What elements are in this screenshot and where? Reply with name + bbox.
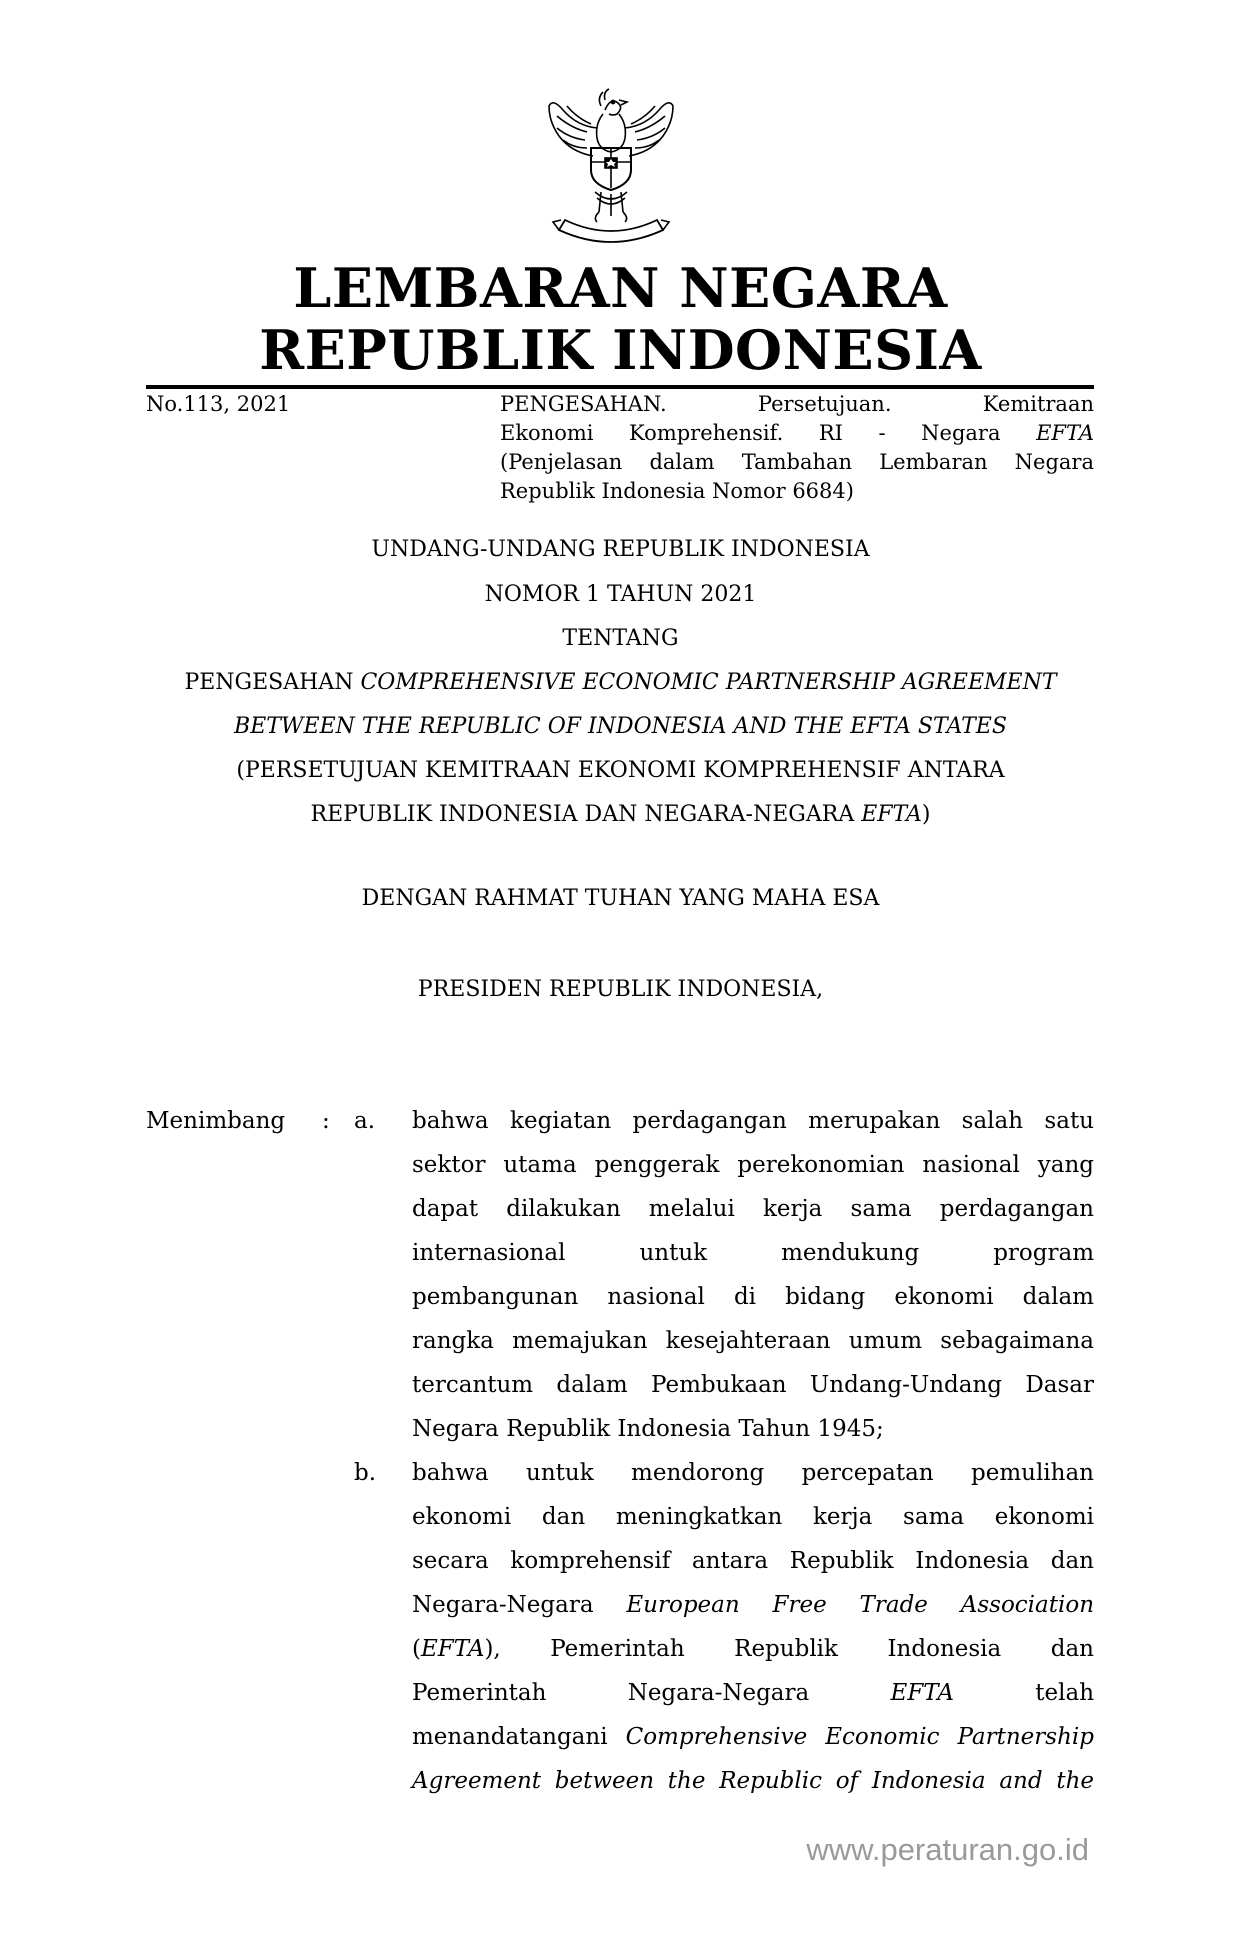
subject-line: PENGESAHAN. Persetujuan. Kemitraan: [500, 392, 1094, 416]
law-title-line: PENGESAHAN COMPREHENSIVE ECONOMIC PARTNERSHIP AGREEMENT: [184, 670, 1057, 695]
item-b-line: (EFTA), Pemerintah Republik Indonesia dan: [412, 1636, 1094, 1662]
issue-number: No.113, 2021: [146, 392, 291, 416]
considering-colon: :: [322, 1108, 330, 1134]
blessing-line: DENGAN RAHMAT TUHAN YANG MAHA ESA: [361, 886, 880, 911]
item-b-marker: b.: [354, 1460, 377, 1486]
masthead-divider: [146, 385, 1094, 389]
law-title-line: (PERSETUJUAN KEMITRAAN EKONOMI KOMPREHENSIF ANTARA: [236, 758, 1005, 783]
item-b-line: secara komprehensif antara Republik Indonesia dan: [412, 1548, 1094, 1574]
president-line: PRESIDEN REPUBLIK INDONESIA,: [417, 977, 824, 1002]
item-b-line: Agreement between the Republic of Indonesia and the: [412, 1768, 1094, 1794]
law-title-line: REPUBLIK INDONESIA DAN NEGARA-NEGARA EFTA): [310, 802, 931, 827]
item-a-marker: a.: [354, 1108, 376, 1134]
item-a-line: rangka memajukan kesejahteraan umum sebagaimana: [412, 1328, 1094, 1354]
item-a-line: pembangunan nasional di bidang ekonomi dalam: [412, 1284, 1094, 1310]
subject-line: Ekonomi Komprehensif. RI - Negara EFTA: [500, 421, 1094, 445]
garuda-emblem-icon: [535, 88, 687, 246]
law-number: NOMOR 1 TAHUN 2021: [484, 582, 757, 607]
law-heading: UNDANG-UNDANG REPUBLIK INDONESIA: [371, 537, 870, 562]
item-b-line: menandatangani Comprehensive Economic Partnership: [412, 1724, 1094, 1750]
subject-line: (Penjelasan dalam Tambahan Lembaran Negara: [500, 450, 1094, 474]
item-a-line: tercantum dalam Pembukaan Undang-Undang Dasar: [412, 1372, 1094, 1398]
item-a-line: internasional untuk mendukung program: [412, 1240, 1094, 1266]
item-a-line: sektor utama penggerak perekonomian nasional yang: [412, 1152, 1094, 1178]
item-b-line: Negara-Negara European Free Trade Association: [412, 1592, 1095, 1618]
item-b-line: Pemerintah Negara-Negara EFTA telah: [412, 1680, 1095, 1706]
item-b-text: [412, 1458, 1094, 1810]
considering-label: Menimbang: [146, 1108, 286, 1134]
item-b-line: ekonomi dan meningkatkan kerja sama ekonomi: [412, 1504, 1094, 1530]
footer-url: www.peraturan.go.id: [806, 1832, 1089, 1867]
issue-subject: [500, 390, 1094, 506]
item-a-line: dapat dilakukan melalui kerja sama perdagangan: [412, 1196, 1094, 1222]
item-b-line: bahwa untuk mendorong percepatan pemulihan: [412, 1460, 1094, 1486]
item-a-line: bahwa kegiatan perdagangan merupakan salah satu: [412, 1108, 1094, 1134]
masthead-title-line-2: REPUBLIK INDONESIA: [259, 318, 982, 382]
item-a-text: [412, 1106, 1094, 1458]
masthead-title-line-1: LEMBARAN NEGARA: [293, 256, 948, 320]
subject-line: Republik Indonesia Nomor 6684): [500, 479, 854, 503]
law-about: TENTANG: [562, 626, 679, 651]
law-title-line: BETWEEN THE REPUBLIC OF INDONESIA AND THE EFTA STATES: [234, 714, 1007, 739]
item-a-line: Negara Republik Indonesia Tahun 1945;: [412, 1416, 884, 1442]
